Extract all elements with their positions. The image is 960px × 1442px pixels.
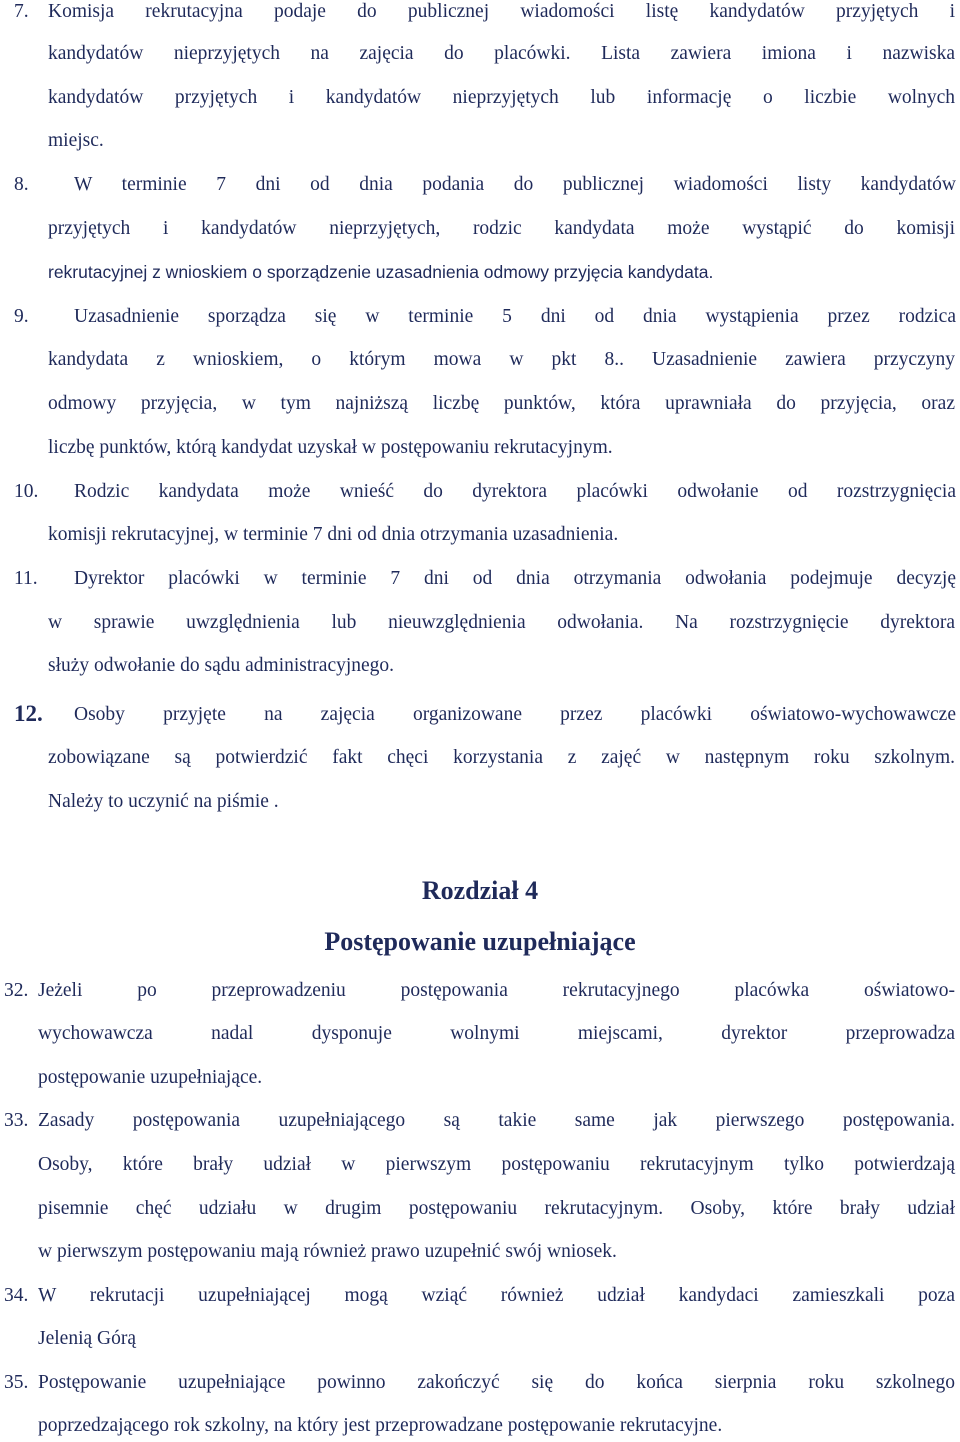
item-text-line: Postępowanie uzupełniające powinno zakończyć się do końca sierpnia roku szkolnego [38, 1372, 955, 1393]
item-text-line: miejsc. [48, 130, 104, 151]
item-text-line: odmowy przyjęcia, w tym najniższą liczbę punktów, która uprawniała do przyjęcia, oraz [48, 393, 955, 414]
chapter-subtitle: Postępowanie uzupełniające [324, 927, 636, 956]
item-text-line: Komisja rekrutacyjna podaje do publicznej wiadomości listę kandydatów przyjętych i [48, 1, 955, 22]
item-text-line: komisji rekrutacyjnej, w terminie 7 dni od dnia otrzymania uzasadnienia. [48, 524, 619, 545]
item-text-line: zobowiązane są potwierdzić fakt chęci korzystania z zajęć w następnym roku szkolnym. [48, 747, 955, 768]
chapter-title: Rozdział 4 [421, 876, 539, 905]
item-text-line: liczbę punktów, którą kandydat uzyskał w postępowaniu rekrutacyjnym. [48, 437, 613, 458]
item-number: 32. [4, 980, 29, 1001]
item-text-line: poprzedzającego rok szkolny, na który jest przeprowadzane postępowanie rekrutacyjne. [38, 1415, 723, 1436]
item-text-line: kandydatów przyjętych i kandydatów nieprzyjętych lub informację o liczbie wolnych [48, 87, 955, 108]
item-text-line: przyjętych i kandydatów nieprzyjętych, rodzic kandydata może wystąpić do komisji [48, 218, 955, 239]
item-text-line: Osoby, które brały udział w pierwszym postępowaniu rekrutacyjnym tylko potwierdzają [38, 1154, 955, 1175]
item-text-line: Uzasadnienie sporządza się w terminie 5 dni od dnia wystąpienia przez rodzica [74, 306, 956, 327]
item-text-line: postępowanie uzupełniające. [38, 1067, 263, 1088]
item-number: 9. [14, 306, 29, 327]
item-text-line: Osoby przyjęte na zajęcia organizowane przez placówki oświatowo-wychowawcze [74, 704, 956, 725]
item-text-line: Rodzic kandydata może wnieść do dyrektora placówki odwołanie od rozstrzygnięcia [74, 481, 956, 502]
item-text-line: W terminie 7 dni od dnia podania do publicznej wiadomości listy kandydatów [74, 174, 956, 195]
item-text-line: W rekrutacji uzupełniającej mogą wziąć również udział kandydaci zamieszkali poza [38, 1285, 955, 1306]
item-text-line: rekrutacyjnej z wnioskiem o sporządzenie uzasadnienia odmowy przyjęcia kandydata. [48, 262, 714, 282]
item-text-line: Jeżeli po przeprowadzeniu postępowania rekrutacyjnego placówka oświatowo- [38, 980, 955, 1001]
item-text-line: kandydata z wnioskiem, o którym mowa w pkt 8.. Uzasadnienie zawiera przyczyny [48, 349, 955, 370]
item-text-line: w sprawie uwzględnienia lub nieuwzględnienia odwołania. Na rozstrzygnięcie dyrektora [48, 612, 955, 633]
item-text-line: pisemnie chęć udziału w drugim postępowaniu rekrutacyjnym. Osoby, które brały udział [38, 1198, 955, 1219]
item-number: 33. [4, 1110, 29, 1131]
item-number: 10. [14, 481, 39, 502]
item-number: 8. [14, 174, 29, 195]
item-text-line: kandydatów nieprzyjętych na zajęcia do placówki. Lista zawiera imiona i nazwiska [48, 43, 955, 64]
item-text-line: Dyrektor placówki w terminie 7 dni od dnia otrzymania odwołania podejmuje decyzję [74, 568, 956, 589]
item-number: 34. [4, 1285, 29, 1306]
item-text-line: Jelenią Górą [38, 1328, 136, 1349]
item-text-line: wychowawcza nadal dysponuje wolnymi miejscami, dyrektor przeprowadza [38, 1023, 955, 1044]
item-text-line: Należy to uczynić na piśmie . [48, 791, 279, 812]
item-number: 7. [14, 1, 29, 22]
item-number: 35. [4, 1372, 29, 1393]
item-text-line: w pierwszym postępowaniu mają również prawo uzupełnić swój wniosek. [38, 1241, 617, 1262]
item-number: 11. [14, 568, 38, 589]
item-text-line: służy odwołanie do sądu administracyjnego. [48, 655, 395, 676]
item-number: 12. [14, 701, 43, 726]
item-text-line: Zasady postępowania uzupełniającego są takie same jak pierwszego postępowania. [38, 1110, 955, 1131]
